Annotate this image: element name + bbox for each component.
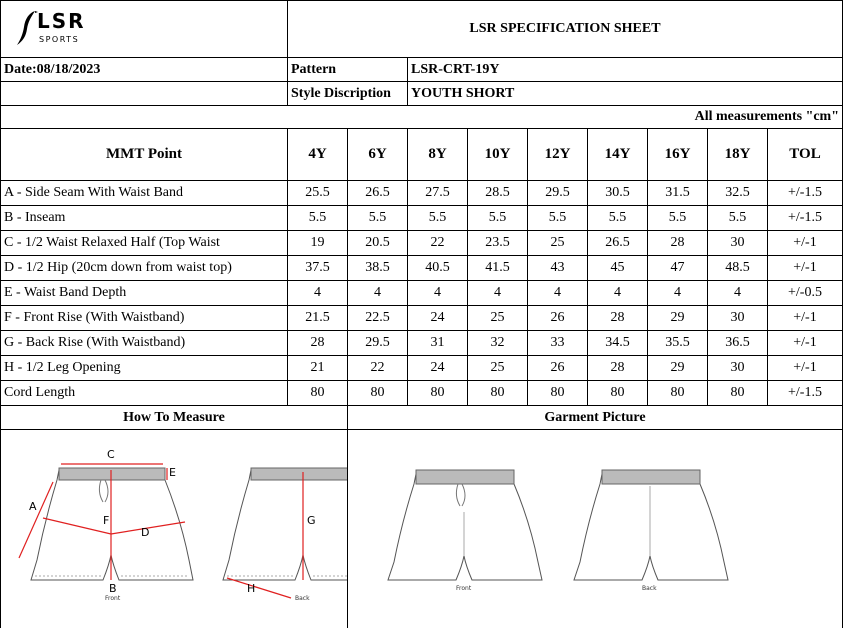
size-value-cell: 5.5 xyxy=(588,206,648,231)
size-value-cell: 26.5 xyxy=(588,231,648,256)
table-row xyxy=(1,256,843,281)
size-value-cell: 4 xyxy=(588,281,648,306)
size-value-cell: 4 xyxy=(348,281,408,306)
size-value-cell: 5.5 xyxy=(468,206,528,231)
tolerance-cell: +/-1 xyxy=(768,331,843,356)
size-value-cell: 30 xyxy=(708,306,768,331)
garment-front-drawing xyxy=(388,470,542,580)
logo-cell xyxy=(1,1,288,58)
column-header: 4Y xyxy=(288,129,348,181)
mmt-point-cell: E - Waist Band Depth xyxy=(1,281,288,306)
size-value-cell: 22.5 xyxy=(348,306,408,331)
size-value-cell: 29.5 xyxy=(348,331,408,356)
size-value-cell: 37.5 xyxy=(288,256,348,281)
back-caption: Back xyxy=(295,595,310,602)
size-value-cell: 26 xyxy=(528,356,588,381)
tolerance-cell: +/-1 xyxy=(768,256,843,281)
size-value-cell: 43 xyxy=(528,256,588,281)
size-value-cell: 25 xyxy=(468,356,528,381)
bird-logo-icon xyxy=(15,9,39,49)
size-value-cell: 20.5 xyxy=(348,231,408,256)
how-to-measure-panel xyxy=(1,430,348,628)
size-value-cell: 29 xyxy=(648,306,708,331)
size-value-cell: 80 xyxy=(348,381,408,406)
size-value-cell: 45 xyxy=(588,256,648,281)
tolerance-cell: +/-1.5 xyxy=(768,206,843,231)
size-value-cell: 29 xyxy=(648,356,708,381)
size-value-cell: 25 xyxy=(468,306,528,331)
size-value-cell: 48.5 xyxy=(708,256,768,281)
front-short-drawing xyxy=(31,468,193,580)
how-to-measure-heading: How To Measure xyxy=(1,406,348,430)
mmt-point-cell: H - 1/2 Leg Opening xyxy=(1,356,288,381)
table-row xyxy=(1,331,843,356)
size-value-cell: 33 xyxy=(528,331,588,356)
size-value-cell: 30 xyxy=(708,231,768,256)
column-header: 8Y xyxy=(408,129,468,181)
date-cell: Date:08/18/2023 xyxy=(1,58,288,82)
column-header: 12Y xyxy=(528,129,588,181)
logo-text: LSR xyxy=(37,9,86,33)
garment-front-caption: Front xyxy=(456,585,472,592)
size-value-cell: 28 xyxy=(588,356,648,381)
garment-drawing xyxy=(348,430,782,628)
size-value-cell: 28.5 xyxy=(468,181,528,206)
size-value-cell: 28 xyxy=(588,306,648,331)
size-value-cell: 41.5 xyxy=(468,256,528,281)
size-value-cell: 28 xyxy=(288,331,348,356)
size-value-cell: 80 xyxy=(528,381,588,406)
size-value-cell: 31.5 xyxy=(648,181,708,206)
column-header-row xyxy=(1,129,843,181)
size-value-cell: 4 xyxy=(288,281,348,306)
label-h: H xyxy=(247,582,256,595)
size-value-cell: 80 xyxy=(708,381,768,406)
label-e: E xyxy=(169,466,176,479)
column-header: 16Y xyxy=(648,129,708,181)
size-value-cell: 28 xyxy=(648,231,708,256)
size-value-cell: 80 xyxy=(288,381,348,406)
mmt-point-cell: F - Front Rise (With Waistband) xyxy=(1,306,288,331)
mmt-point-cell: B - Inseam xyxy=(1,206,288,231)
size-value-cell: 4 xyxy=(408,281,468,306)
size-value-cell: 5.5 xyxy=(288,206,348,231)
size-value-cell: 36.5 xyxy=(708,331,768,356)
empty-meta-cell xyxy=(1,82,288,106)
size-value-cell: 22 xyxy=(408,231,468,256)
size-value-cell: 26 xyxy=(528,306,588,331)
back-short-drawing xyxy=(223,468,348,580)
table-row xyxy=(1,306,843,331)
mmt-point-cell: C - 1/2 Waist Relaxed Half (Top Waist xyxy=(1,231,288,256)
pattern-value: LSR-CRT-19Y xyxy=(408,58,843,82)
size-value-cell: 4 xyxy=(648,281,708,306)
size-value-cell: 32 xyxy=(468,331,528,356)
size-value-cell: 21.5 xyxy=(288,306,348,331)
size-value-cell: 30 xyxy=(708,356,768,381)
size-value-cell: 32.5 xyxy=(708,181,768,206)
logo-subtext: SPORTS xyxy=(39,35,80,44)
tolerance-cell: +/-1 xyxy=(768,306,843,331)
mmt-point-cell: Cord Length xyxy=(1,381,288,406)
size-value-cell: 47 xyxy=(648,256,708,281)
table-row xyxy=(1,206,843,231)
size-value-cell: 4 xyxy=(708,281,768,306)
size-value-cell: 5.5 xyxy=(648,206,708,231)
size-value-cell: 80 xyxy=(648,381,708,406)
tolerance-cell: +/-1 xyxy=(768,356,843,381)
style-label: Style Discription xyxy=(288,82,408,106)
label-d: D xyxy=(141,526,150,539)
table-row xyxy=(1,381,843,406)
size-value-cell: 5.5 xyxy=(528,206,588,231)
label-f: F xyxy=(103,514,110,527)
label-g: G xyxy=(307,514,316,527)
pattern-label: Pattern xyxy=(288,58,408,82)
size-value-cell: 40.5 xyxy=(408,256,468,281)
units-note: All measurements "cm" xyxy=(1,106,843,129)
column-header: 14Y xyxy=(588,129,648,181)
size-value-cell: 29.5 xyxy=(528,181,588,206)
size-value-cell: 30.5 xyxy=(588,181,648,206)
column-header: 18Y xyxy=(708,129,768,181)
size-value-cell: 34.5 xyxy=(588,331,648,356)
tolerance-cell: +/-0.5 xyxy=(768,281,843,306)
mmt-point-cell: D - 1/2 Hip (20cm down from waist top) xyxy=(1,256,288,281)
size-value-cell: 22 xyxy=(348,356,408,381)
mmt-point-cell: G - Back Rise (With Waistband) xyxy=(1,331,288,356)
size-value-cell: 80 xyxy=(468,381,528,406)
size-value-cell: 19 xyxy=(288,231,348,256)
size-value-cell: 21 xyxy=(288,356,348,381)
size-value-cell: 26.5 xyxy=(348,181,408,206)
front-caption: Front xyxy=(105,595,121,602)
size-value-cell: 5.5 xyxy=(408,206,468,231)
style-value: YOUTH SHORT xyxy=(408,82,843,106)
tolerance-cell: +/-1.5 xyxy=(768,181,843,206)
garment-picture-panel xyxy=(348,430,843,628)
garment-back-caption: Back xyxy=(642,585,657,592)
size-value-cell: 4 xyxy=(528,281,588,306)
table-row xyxy=(1,281,843,306)
label-b: B xyxy=(109,582,117,595)
size-value-cell: 5.5 xyxy=(708,206,768,231)
size-value-cell: 38.5 xyxy=(348,256,408,281)
size-value-cell: 80 xyxy=(588,381,648,406)
page-title: LSR SPECIFICATION SHEET xyxy=(288,1,843,58)
mmt-point-cell: A - Side Seam With Waist Band xyxy=(1,181,288,206)
size-value-cell: 35.5 xyxy=(648,331,708,356)
table-row xyxy=(1,356,843,381)
label-c: C xyxy=(107,448,115,461)
size-value-cell: 31 xyxy=(408,331,468,356)
column-header: 10Y xyxy=(468,129,528,181)
size-value-cell: 27.5 xyxy=(408,181,468,206)
table-row xyxy=(1,231,843,256)
measure-diagram xyxy=(1,430,348,628)
size-value-cell: 24 xyxy=(408,356,468,381)
size-value-cell: 5.5 xyxy=(348,206,408,231)
size-value-cell: 23.5 xyxy=(468,231,528,256)
size-value-cell: 25.5 xyxy=(288,181,348,206)
column-header: MMT Point xyxy=(1,129,288,181)
column-header: TOL xyxy=(768,129,843,181)
size-value-cell: 80 xyxy=(408,381,468,406)
size-value-cell: 24 xyxy=(408,306,468,331)
table-row xyxy=(1,181,843,206)
tolerance-cell: +/-1 xyxy=(768,231,843,256)
size-value-cell: 4 xyxy=(468,281,528,306)
garment-back-drawing xyxy=(574,470,728,580)
column-header: 6Y xyxy=(348,129,408,181)
size-value-cell: 25 xyxy=(528,231,588,256)
tolerance-cell: +/-1.5 xyxy=(768,381,843,406)
label-a: A xyxy=(29,500,37,513)
lsr-logo xyxy=(15,9,95,49)
garment-picture-heading: Garment Picture xyxy=(348,406,843,430)
